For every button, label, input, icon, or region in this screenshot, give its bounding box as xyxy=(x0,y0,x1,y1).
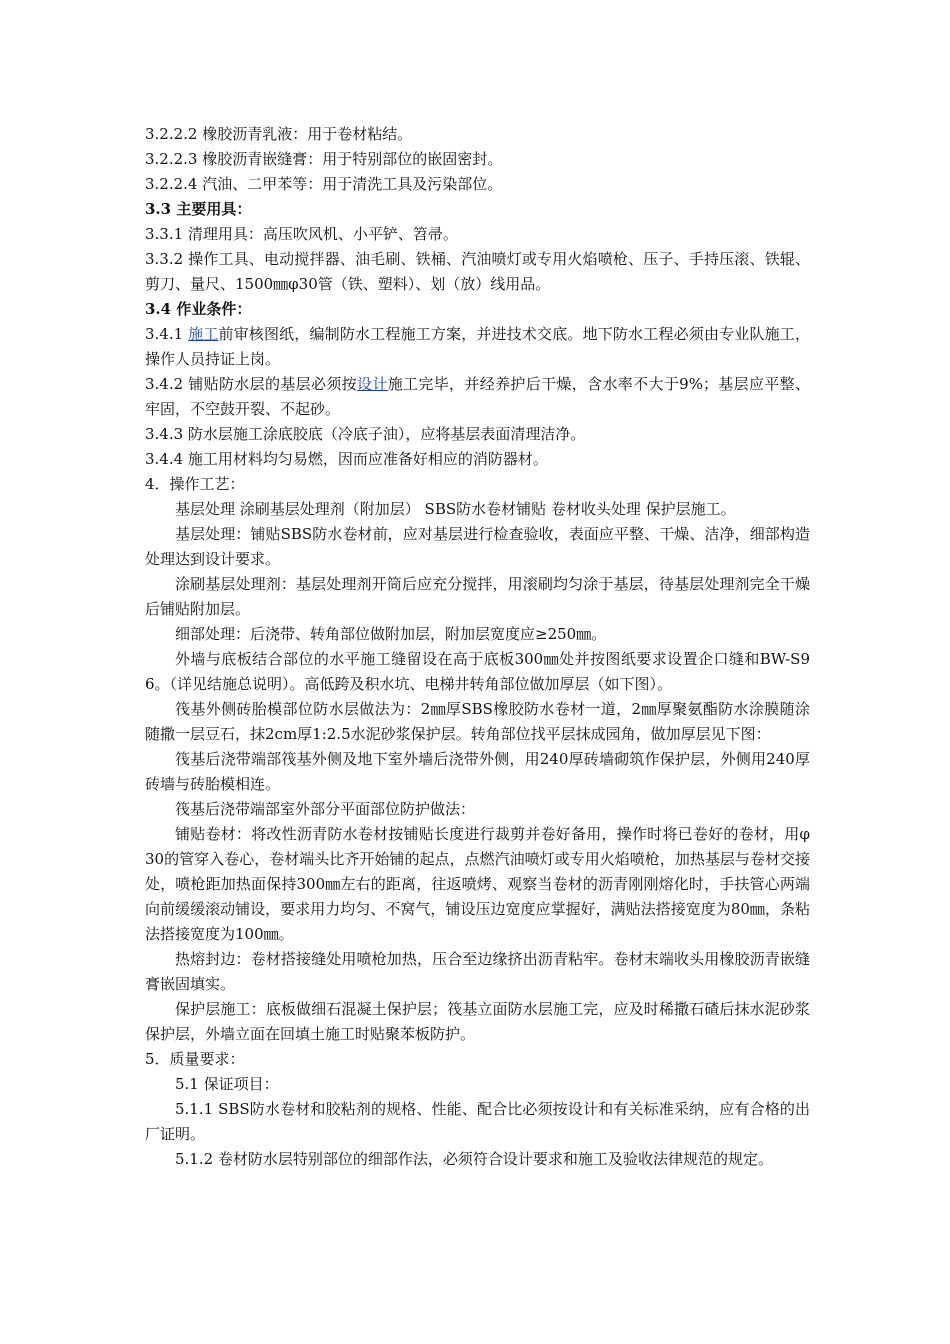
construction-link[interactable]: 施工 xyxy=(188,325,219,343)
para-5-1-1: 5.1.1 SBS防水卷材和胶粘剂的规格、性能、配合比必须按设计和有关标准采纳，应有合格的出厂证明。 xyxy=(145,1100,810,1143)
para-3-3-2: 3.3.2 操作工具、电动搅拌器、油毛刷、铁桶、汽油喷灯或专用火焰喷枪、压子、手持压滚、铁辊、剪刀、量尺、1500㎜φ30管（铁、塑料）、划（放）线用品。 xyxy=(145,250,810,293)
heading-3-4: 3.4 作业条件： xyxy=(145,300,252,318)
hot-melt-sealing: 热熔封边：卷材搭接缝处用喷枪加热，压合至边缘挤出沥青粘牢。卷材末端收头用橡胶沥青嵌缝膏嵌固填实。 xyxy=(145,950,810,993)
para-3-2-2-2: 3.2.2.2 橡胶沥青乳液：用于卷材粘结。 xyxy=(145,125,413,143)
heading-4: 4．操作工艺： xyxy=(145,475,245,493)
para-3-3-1: 3.3.1 清理用具：高压吹风机、小平铲、笤帚。 xyxy=(145,225,458,243)
para-3-2-2-4: 3.2.2.4 汽油、二甲苯等：用于清洗工具及污染部位。 xyxy=(145,175,503,193)
para-3-4-1-rest: 前审核图纸，编制防水工程施工方案，并进技术交底。地下防水工程必须由专业队施工，操作人员持证上岗。 xyxy=(145,325,810,368)
para-3-4-1 xyxy=(145,322,810,372)
para-3-4-3: 3.4.3 防水层施工涂底胶底（冷底子油），应将基层表面清理洁净。 xyxy=(145,425,586,443)
membrane-laying: 铺贴卷材：将改性沥青防水卷材按铺贴长度进行裁剪并卷好备用，操作时将已卷好的卷材，用φ30的管穿入卷心，卷材端头比齐开始铺的起点，点燃汽油喷灯或专用火焰喷枪，加热基层与卷材交接处，喷枪距加热面保持300㎜左右的距离，往返喷烤、观察当卷材的沥青刚刚熔化时，手扶管心两端向前缓缓滚动铺设，要求用力均匀、不窝气，铺设压边宽度应掌握好，满贴法搭接宽度为80㎜，条粘法搭接宽度为100㎜。 xyxy=(145,825,810,943)
detail-treatment: 细部处理：后浇带、转角部位做附加层，附加层宽度应≥250㎜。 xyxy=(175,625,607,643)
heading-3-3: 3.3 主要用具： xyxy=(145,200,252,218)
base-treatment: 基层处理：铺贴SBS防水卷材前，应对基层进行检查验收，表面应平整、干燥、洁净，细部构造处理达到设计要求。 xyxy=(145,525,810,568)
document-body xyxy=(145,122,810,1172)
para-3-4-1-prefix: 3.4.1 xyxy=(145,325,189,343)
primer-application: 涂刷基层处理剂：基层处理剂开筒后应充分搅拌，用滚刷均匀涂于基层，待基层处理剂完全干燥后铺贴附加层。 xyxy=(145,575,810,618)
para-3-4-4: 3.4.4 施工用材料均匀易燃，因而应准备好相应的消防器材。 xyxy=(145,450,548,468)
para-3-4-2-rest: 施工完毕，并经养护后干燥，含水率不大于9%；基层应平整、牢固，不空鼓开裂、不起砂。 xyxy=(145,375,810,418)
process-flow: 基层处理 涂刷基层处理剂（附加层） SBS防水卷材铺贴 卷材收头处理 保护层施工。 xyxy=(175,500,736,518)
para-3-4-2-prefix: 3.4.2 铺贴防水层的基层必须按 xyxy=(145,375,358,393)
post-cast-strip-protection: 筏基后浇带端部筏基外侧及地下室外墙后浇带外侧，用240厚砖墙砌筑作保护层，外侧用240厚砖墙与砖胎模相连。 xyxy=(145,750,810,793)
protective-layer: 保护层施工：底板做细石混凝土保护层；筏基立面防水层施工完，应及时稀撒石碴后抹水泥砂浆保护层，外墙立面在回填土施工时贴聚苯板防护。 xyxy=(145,1000,810,1043)
outdoor-plane-protection: 筏基后浇带端部室外部分平面部位防护做法： xyxy=(175,800,476,818)
para-5-1-2: 5.1.2 卷材防水层特别部位的细部作法，必须符合设计要求和施工及验收法律规范的规定。 xyxy=(175,1150,773,1168)
design-link[interactable]: 设计 xyxy=(357,375,388,393)
raft-side-waterproofing: 筏基外侧砖胎模部位防水层做法为：2㎜厚SBS橡胶防水卷材一道，2㎜厚聚氨酯防水涂膜随涂随撒一层豆石，抹2cm厚1:2.5水泥砂浆保护层。转角部位找平层抹成园角，做加厚层见下图： xyxy=(145,700,810,743)
heading-5: 5．质量要求： xyxy=(145,1050,245,1068)
wall-joint-treatment: 外墙与底板结合部位的水平施工缝留设在高于底板300㎜处并按图纸要求设置企口缝和BW-S96。（详见结施总说明）。高低跨及积水坑、电梯井转角部位做加厚层（如下图）。 xyxy=(145,650,810,693)
para-3-2-2-3: 3.2.2.3 橡胶沥青嵌缝膏：用于特别部位的嵌固密封。 xyxy=(145,150,503,168)
para-3-4-2 xyxy=(145,372,810,422)
guarantee-items: 5.1 保证项目： xyxy=(175,1075,279,1093)
